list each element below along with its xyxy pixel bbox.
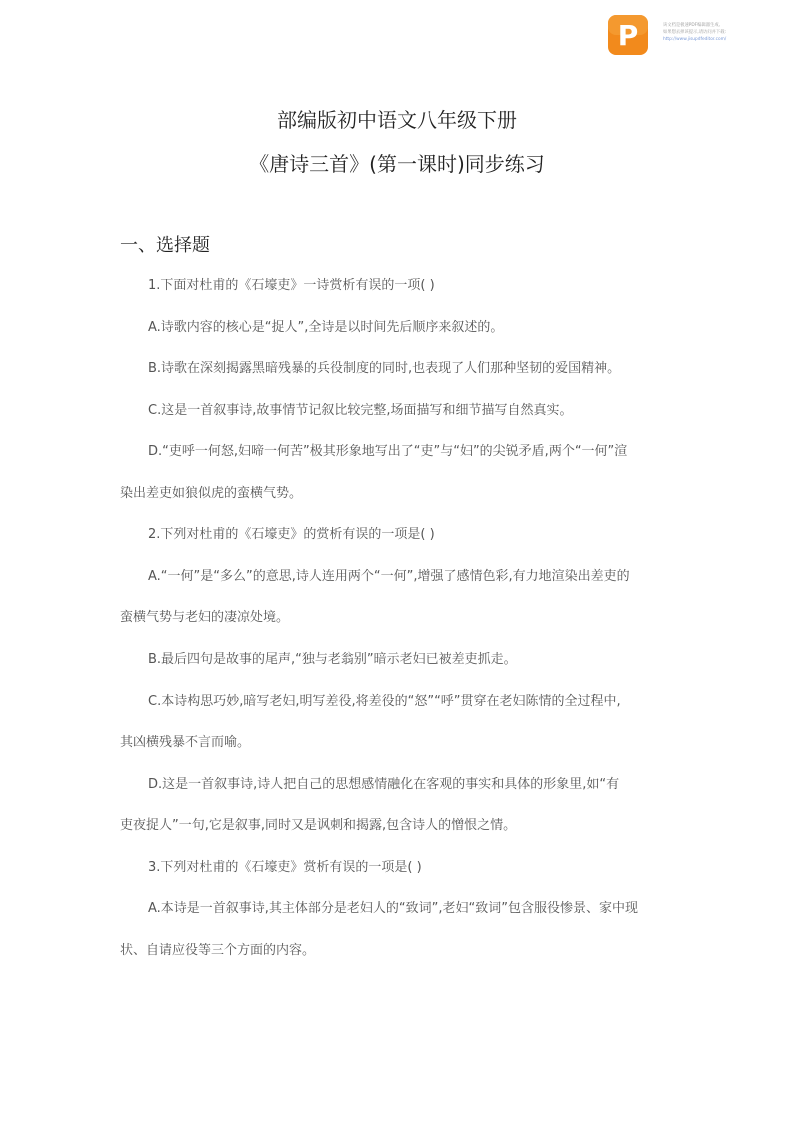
question-2-option-d-continued: 吏夜捉人”一句,它是叙事,同时又是讽刺和揭露,包含诗人的憎恨之情。 — [120, 818, 517, 833]
question-1-option-c: C.这是一首叙事诗,故事情节记叙比较完整,场面描写和细节描写自然真实。 — [148, 403, 573, 418]
question-3-option-a-continued: 状、自请应役等三个方面的内容。 — [120, 943, 316, 958]
svg-text:P: P — [617, 19, 639, 52]
question-3-stem: 3.下列对杜甫的《石壕吏》赏析有误的一项是( ) — [148, 860, 422, 875]
question-2-option-a-continued: 蛮横气势与老妇的凄凉处境。 — [120, 610, 290, 625]
question-3-option-a: A.本诗是一首叙事诗,其主体部分是老妇人的“致词”,老妇“致词”包含服役惨景、家中现 — [148, 901, 639, 916]
question-1-option-d: D.“吏呼一何怒,妇啼一何苦”极其形象地写出了“吏”与“妇”的尖锐矛盾,两个“一何”渲 — [148, 444, 628, 459]
document-subtitle: 《唐诗三首》(第一课时)同步练习 — [249, 152, 545, 176]
question-1-option-b: B.诗歌在深刻揭露黑暗残暴的兵役制度的同时,也表现了人们那种坚韧的爱国精神。 — [148, 361, 621, 376]
question-1-stem: 1.下面对杜甫的《石壕吏》一诗赏析有误的一项( ) — [148, 278, 435, 293]
watermark-text — [663, 22, 787, 43]
question-2-option-b: B.最后四句是故事的尾声,“独与老翁别”暗示老妇已被差吏抓走。 — [148, 652, 517, 667]
watermark-line-2: 如果想去掉该提示,请访问并下载: — [663, 30, 726, 35]
document-title: 部编版初中语文八年级下册 — [277, 108, 517, 132]
question-2-stem: 2.下列对杜甫的《石壕吏》的赏析有误的一项是( ) — [148, 527, 435, 542]
question-2-option-c-continued: 其凶横残暴不言而喻。 — [120, 735, 251, 750]
question-1-option-d-continued: 染出差吏如狼似虎的蛮横气势。 — [120, 486, 303, 501]
pdf-editor-watermark — [607, 14, 787, 58]
question-1-option-a: A.诗歌内容的核心是“捉人”,全诗是以时间先后顺序来叙述的。 — [148, 320, 504, 335]
watermark-line-1: 该文档是极速PDF编辑器生成, — [663, 23, 721, 28]
question-2-option-a: A.“一何”是“多么”的意思,诗人连用两个“一何”,增强了感情色彩,有力地渲染出差吏的 — [148, 569, 630, 584]
question-2-option-d: D.这是一首叙事诗,诗人把自己的思想感情融化在客观的事实和具体的形象里,如“有 — [148, 777, 620, 792]
pdf-editor-logo-icon — [607, 14, 649, 56]
watermark-url: http://www.jisupdfeditor.com/ — [663, 37, 727, 42]
question-2-option-c: C.本诗构思巧妙,暗写老妇,明写差役,将差役的“怒”“呼”贯穿在老妇陈情的全过程中, — [148, 694, 621, 709]
section-heading: 一、选择题 — [120, 235, 210, 256]
